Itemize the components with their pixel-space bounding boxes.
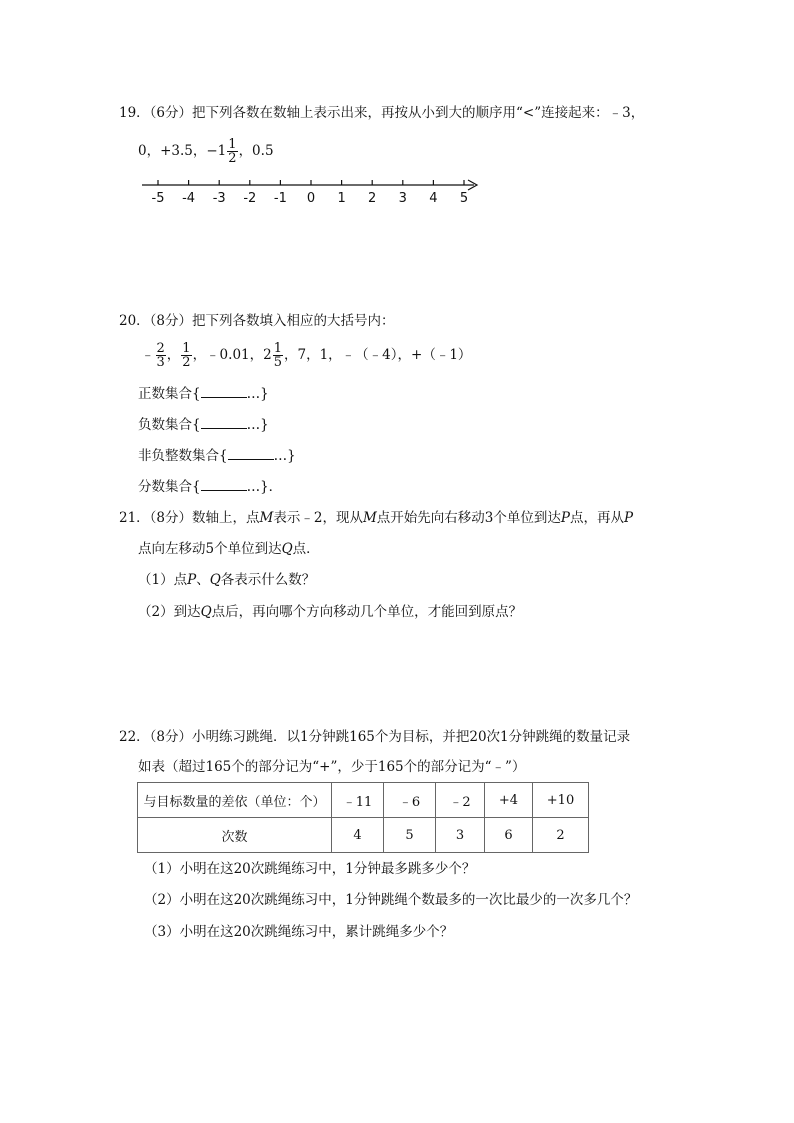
point-m: M	[259, 510, 274, 526]
q21-text: 点向左移动5个单位到达	[138, 541, 282, 557]
number-line-tick-label: -3	[212, 191, 226, 206]
set-negative	[138, 415, 269, 435]
q20-sep1: ，	[166, 347, 181, 363]
point-p: P	[187, 572, 197, 588]
table-cell: 5	[384, 818, 436, 853]
point-q: Q	[281, 541, 293, 557]
jump-rope-table	[137, 782, 589, 853]
table-cell: ﹣6	[384, 783, 436, 818]
set-nonneg-int-label: 非负整数集合{	[138, 448, 228, 464]
q21-line1	[119, 508, 633, 528]
table-cell: +10	[533, 783, 589, 818]
number-line-tick-label: 4	[429, 191, 438, 206]
q20-frac3-den: 5	[273, 355, 282, 370]
q19-frac-den: 2	[228, 151, 237, 166]
number-line-tick-label: 3	[398, 191, 407, 206]
table-cell: 2	[533, 818, 589, 853]
set-positive-label: 正数集合{	[138, 386, 201, 402]
number-line-tick-label: -5	[151, 191, 165, 206]
set-close: …}	[246, 417, 269, 433]
q21-text: （2）到达	[138, 604, 201, 620]
q22-line2: 如表（超过165个的部分记为“+”，少于165个的部分记为“﹣”）	[138, 759, 526, 775]
set-nonneg-int	[138, 446, 296, 466]
q21-text: 各表示什么数？	[220, 572, 316, 588]
q20-frac1-den: 3	[156, 355, 165, 370]
q20-frac1	[156, 342, 166, 369]
answer-blank[interactable]	[201, 416, 247, 429]
q21-text: 、	[196, 572, 210, 588]
answer-blank[interactable]	[201, 478, 247, 491]
number-line-tick-label: -4	[182, 191, 196, 206]
q21-text: 点开始先向右移动3个单位到达	[376, 510, 561, 526]
q21-text: 表示﹣2，现从	[273, 510, 363, 526]
number-line-tick-label: 0	[306, 191, 316, 206]
q21-line2	[138, 539, 320, 559]
q20-frac2	[181, 342, 191, 369]
q21-text: 点后，再向哪个方向移动几个单位，才能回到原点？	[211, 604, 523, 620]
q20-numbers	[141, 337, 471, 373]
q20-tail: ，7，1，﹣（﹣4），+（﹣1）	[284, 347, 472, 363]
number-line-tick-label: 1	[337, 191, 346, 206]
set-close: …}	[273, 448, 296, 464]
q19-fraction	[227, 138, 237, 165]
q19-frac-num: 1	[228, 137, 237, 152]
set-fraction-label: 分数集合{	[138, 479, 201, 495]
q22-sub2: （2）小明在这20次跳绳练习中，1分钟跳绳个数最多的一次比最少的一次多几个？	[144, 892, 638, 908]
q20-title: 20．（8分）把下列各数填入相应的大括号内：	[119, 313, 395, 329]
q21-sub1	[138, 570, 315, 590]
point-p: P	[560, 510, 570, 526]
q20-frac2-num: 1	[182, 341, 191, 356]
q22-line1: 22．（8分）小明练习跳绳．以1分钟跳165个为目标，并把20次1分钟跳绳的数量记录	[119, 729, 631, 745]
q21-text: 点．	[292, 541, 320, 557]
answer-blank[interactable]	[201, 385, 247, 398]
number-line	[130, 172, 490, 208]
table-cell: ﹣2	[436, 783, 485, 818]
number-line-tick-label: -2	[243, 191, 257, 206]
q19-line2	[138, 136, 274, 166]
set-negative-label: 负数集合{	[138, 417, 201, 433]
number-line-tick-label: -1	[273, 191, 287, 206]
table-cell: 4	[332, 818, 384, 853]
point-q: Q	[200, 604, 212, 620]
point-p: P	[623, 510, 634, 526]
table-row	[138, 783, 589, 818]
table-row	[138, 818, 589, 853]
q20-frac3	[273, 342, 283, 369]
set-positive	[138, 384, 269, 404]
q22-sub3: （3）小明在这20次跳绳练习中，累计跳绳多少个？	[144, 924, 454, 940]
table-cell: 6	[485, 818, 533, 853]
q20-frac2-den: 2	[182, 355, 191, 370]
q19-line2-b: ，0.5	[238, 143, 274, 159]
q19-line2-a: 0，+3.5，	[138, 143, 207, 159]
point-q: Q	[209, 572, 221, 588]
number-line-tick-label: 2	[368, 191, 377, 206]
table-cell: 3	[436, 818, 485, 853]
q19-mixed-sign: −1	[206, 143, 227, 159]
q20-neg: ﹣	[141, 347, 155, 363]
q22-sub1: （1）小明在这20次跳绳练习中，1分钟最多跳多少个？	[144, 861, 476, 877]
q20-mid: ，﹣0.01，2	[192, 347, 272, 363]
table-header-cell: 与目标数量的差依（单位：个）	[138, 783, 332, 818]
table-header-cell: 次数	[138, 818, 332, 853]
number-line-tick-label: 5	[459, 191, 469, 206]
set-fraction	[138, 477, 282, 497]
q21-sub2	[138, 602, 522, 622]
q21-text: 点，再从	[569, 510, 624, 526]
answer-blank[interactable]	[228, 447, 274, 460]
q19-line1: 19．（6分）把下列各数在数轴上表示出来，再按从小到大的顺序用“<”连接起来：﹣3，	[119, 105, 645, 121]
set-close: …}	[246, 386, 269, 402]
q21-text: （1）点	[138, 572, 188, 588]
table-cell: +4	[485, 783, 533, 818]
table-cell: ﹣11	[332, 783, 384, 818]
q21-text: 21．（8分）数轴上，点	[119, 510, 260, 526]
set-close-end: …}．	[246, 479, 283, 495]
q20-frac1-num: 2	[156, 341, 165, 356]
q20-frac3-num: 1	[273, 341, 282, 356]
point-m: M	[362, 510, 377, 526]
